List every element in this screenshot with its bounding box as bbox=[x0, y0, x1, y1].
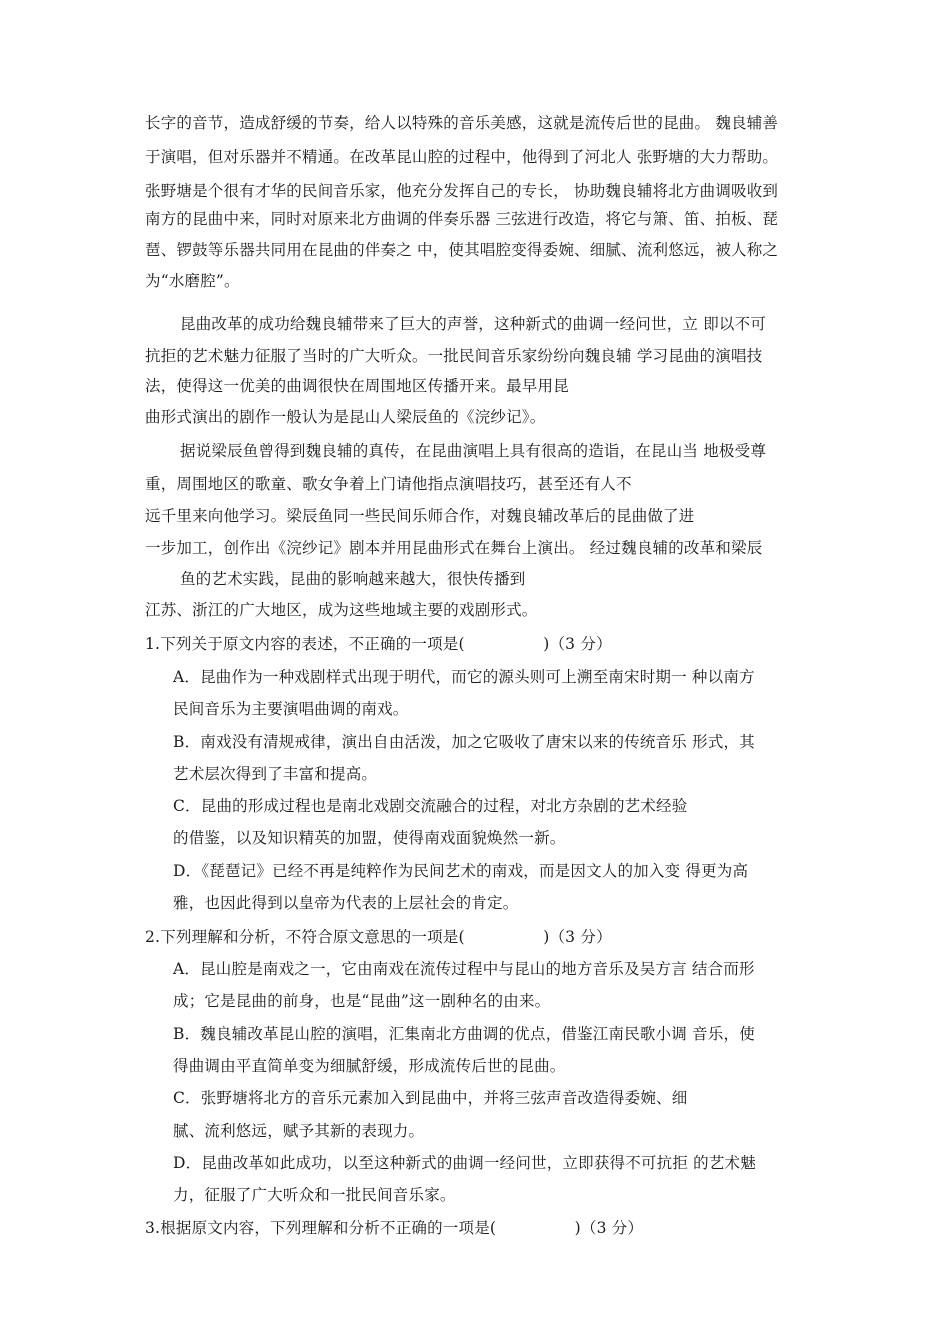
question-3-stem: 3.根据原文内容，下列理解和分析不正确的一项是( )（3 分） bbox=[145, 1219, 644, 1237]
q1-option-b-cont: 艺术层次得到了丰富和提高。 bbox=[173, 765, 378, 783]
passage-line: 昆曲改革的成功给魏良辅带来了巨大的声誉，这种新式的曲调一经问世，立 即以不可 bbox=[180, 315, 767, 333]
passage-line: 张野塘是个很有才华的民间音乐家，他充分发挥自己的专长， 协助魏良辅将北方曲调吸收到 bbox=[145, 182, 779, 200]
passage-line: 琶、锣鼓等乐器共同用在昆曲的伴奏之 中，使其唱腔变得委婉、细腻、流利悠远，被人称之 bbox=[145, 241, 779, 259]
passage-line: 长字的音节，造成舒缓的节奏，给人以特殊的音乐美感，这就是流传后世的昆曲。 魏良辅善 bbox=[145, 114, 779, 132]
passage-line: 一步加工，创作出《浣纱记》剧本并用昆曲形式在舞台上演出。 经过魏良辅的改革和梁辰 bbox=[145, 539, 763, 557]
q2-option-b: B．魏良辅改革昆山腔的演唱，汇集南北方曲调的优点，借鉴江南民歌小调 音乐，使 bbox=[173, 1025, 755, 1043]
passage-line: 远千里来向他学习。梁辰鱼同一些民间乐师合作，对魏良辅改革后的昆曲做了进 bbox=[145, 507, 695, 525]
q1-option-c-cont: 的借鉴，以及知识精英的加盟，使得南戏面貌焕然一新。 bbox=[173, 829, 566, 847]
passage-line: 法，使得这一优美的曲调很快在周围地区传播开来。最早用昆 bbox=[145, 377, 569, 395]
q2-option-a-cont: 成；它是昆曲的前身，也是“昆曲”这一剧种名的由来。 bbox=[173, 992, 551, 1010]
passage-line: 曲形式演出的剧作一般认为是昆山人梁辰鱼的《浣纱记》。 bbox=[145, 408, 546, 426]
question-2-stem: 2.下列理解和分析，不符合原文意思的一项是( )（3 分） bbox=[145, 928, 612, 946]
q1-option-b: B．南戏没有清规戒律，演出自由活泼，加之它吸收了唐宋以来的传统音乐 形式，其 bbox=[173, 733, 755, 751]
passage-line: 为“水磨腔”。 bbox=[145, 272, 240, 290]
q2-option-c: C．张野塘将北方的音乐元素加入到昆曲中，并将三弦声音改造得委婉、细 bbox=[173, 1089, 688, 1107]
passage-line: 南方的昆曲中来，同时对原来北方曲调的伴奏乐器 三弦进行改造，将它与箫、笛、拍板、琵 bbox=[145, 210, 779, 228]
passage-line: 重，周围地区的歌童、歌女争着上门请他指点演唱技巧，甚至还有人不 bbox=[145, 475, 632, 493]
q2-option-d-cont: 力，征服了广大听众和一批民间音乐家。 bbox=[173, 1186, 456, 1204]
q1-option-c: C．昆曲的形成过程也是南北戏剧交流融合的过程，对北方杂剧的艺术经验 bbox=[173, 797, 688, 815]
passage-line: 抗拒的艺术魅力征服了当时的广大听众。一批民间音乐家纷纷向魏良辅 学习昆曲的演唱技 bbox=[145, 347, 763, 365]
q1-option-d: D．《琵琶记》已经不再是纯粹作为民间艺术的南戏，而是因文人的加入变 得更为高 bbox=[173, 862, 749, 880]
question-1-stem: 1.下列关于原文内容的表述，不正确的一项是( )（3 分） bbox=[145, 635, 612, 653]
q1-option-d-cont: 雅，也因此得到以皇帝为代表的上层社会的肯定。 bbox=[173, 894, 519, 912]
q1-option-a-cont: 民间音乐为主要演唱曲调的南戏。 bbox=[173, 700, 409, 718]
q2-option-a: A．昆山腔是南戏之一，它由南戏在流传过程中与昆山的地方音乐及吴方言 结合而形 bbox=[173, 960, 755, 978]
passage-line: 鱼的艺术实践，昆曲的影响越来越大，很快传播到 bbox=[180, 570, 526, 588]
passage-line: 于演唱，但对乐器并不精通。在改革昆山腔的过程中，他得到了河北人 张野塘的大力帮助。 bbox=[145, 148, 779, 166]
q2-option-d: D．昆曲改革如此成功，以至这种新式的曲调一经问世，立即获得不可抗拒 的艺术魅 bbox=[173, 1154, 756, 1172]
passage-line: 据说梁辰鱼曾得到魏良辅的真传，在昆曲演唱上具有很高的造诣，在昆山当 地极受尊 bbox=[180, 442, 767, 460]
passage-line: 江苏、浙江的广大地区，成为这些地域主要的戏剧形式。 bbox=[145, 601, 538, 619]
q2-option-b-cont: 得曲调由平直简单变为细腻舒缓，形成流传后世的昆曲。 bbox=[173, 1057, 566, 1075]
q1-option-a: A．昆曲作为一种戏剧样式出现于明代，而它的源头则可上溯至南宋时期一 种以南方 bbox=[173, 668, 755, 686]
q2-option-c-cont: 腻、流利悠远，赋予其新的表现力。 bbox=[173, 1122, 425, 1140]
